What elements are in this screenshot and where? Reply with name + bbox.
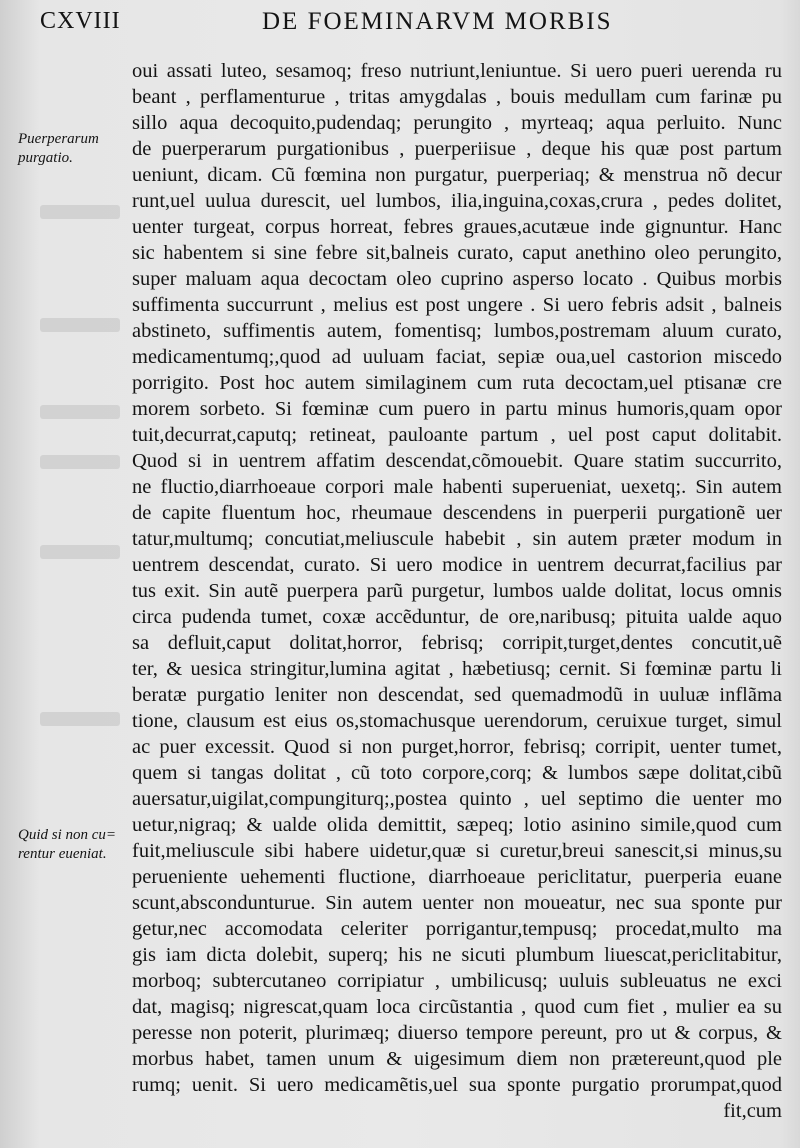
text-line: de capite fluentum hoc, rheumaue descendens in puerperii purgationẽ uer bbox=[132, 502, 782, 524]
text-line: morem sorbeto. Si fœminæ cum puero in partu minus humoris,quam opor bbox=[132, 398, 782, 420]
text-line: suffimenta succurrunt , melius est post ungere . Si uero febris adsit , balneis bbox=[132, 294, 782, 316]
text-line: scunt,abscondunturue. Sin autem uenter non moueatur, nec sua sponte pur bbox=[132, 892, 782, 914]
text-line: ueniunt, dicam. Cũ fœmina non purgatur, puerperiaq; & menstrua nõ decur bbox=[132, 164, 782, 186]
text-line: ter, & uesica stringitur,lumina agitat , hæbetiusq; cernit. Si fœminæ partu li bbox=[132, 658, 782, 680]
margin-note-line: purgatio. bbox=[18, 150, 73, 166]
bleed-through-mark bbox=[40, 545, 120, 559]
text-line: super maluam aqua decoctam oleo cuprino asperso locato . Quibus morbis bbox=[132, 268, 782, 290]
text-line: tus exit. Sin autẽ puerpera parũ purgetur, lumbos ualde dolitat, locus omnis bbox=[132, 580, 782, 602]
bleed-through-mark bbox=[40, 318, 120, 332]
text-line: beratæ purgatio leniter non descendat, sed quemadmodũ in uuluæ inflãma bbox=[132, 684, 782, 706]
margin-note-quid-si bbox=[18, 826, 128, 864]
bleed-through-mark bbox=[40, 405, 120, 419]
text-line: gis iam dicta dolebit, superq; his ne sicuti plumbum liuescat,periclitabitur, bbox=[132, 944, 782, 966]
text-line: sillo aqua decoquito,pudendaq; perungito , myrteaq; aqua perluito. Nunc bbox=[132, 112, 782, 134]
text-line: peresse non poterit, plurimæq; diuerso tempore pereunt, pro ut & corpus, & bbox=[132, 1022, 782, 1044]
text-line: ne fluctio,diarrhoeaue corpori male habenti superueniat, uexetq;. Sin autem bbox=[132, 476, 782, 498]
margin-note-line: Quid si non cu= bbox=[18, 827, 117, 843]
text-line: dat, magisq; nigrescat,quam loca circũstantia , quod cum fiet , mulier ea su bbox=[132, 996, 782, 1018]
text-line: morboq; subtercutaneo corripiatur , umbilicusq; uuluis subleuatus ne exci bbox=[132, 970, 782, 992]
text-line: fuit,meliuscule sibi habere uidetur,quæ si curetur,breui sanescit,si minus,su bbox=[132, 840, 782, 862]
bleed-through-mark bbox=[40, 712, 120, 726]
text-line: circa pudenda tumet, coxæ accẽduntur, de ore,naribusq; pituita ualde aquo bbox=[132, 606, 782, 628]
bleed-through-mark bbox=[40, 205, 120, 219]
text-line: Quod si in uentrem affatim descendat,cõmouebit. Quare statim succurrito, bbox=[132, 450, 782, 472]
bleed-through-mark bbox=[40, 455, 120, 469]
text-line: de puerperarum purgationibus , puerperiisue , deque his quæ post partum bbox=[132, 138, 782, 160]
text-line: abstineto, suffimentis autem, fomentisq; lumbos,postremam aluum curato, bbox=[132, 320, 782, 342]
page-header bbox=[0, 6, 800, 46]
body-text-column bbox=[132, 58, 782, 1124]
text-line: medicamentumq;,quod ad uuluam faciat, sepiæ oua,uel castorion miscedo bbox=[132, 346, 782, 368]
text-line: beant , perflamenturue , tritas amygdalas , bouis medullam cum farinæ pu bbox=[132, 86, 782, 108]
text-line: tatur,multumq; concutiat,meliuscule habebit , sin autem præter modum in bbox=[132, 528, 782, 550]
text-line: sic habentem si sine febre sit,balneis curato, caput anethino oleo perungito, bbox=[132, 242, 782, 264]
text-line: rumq; uenit. Si uero medicamẽtis,uel sua sponte purgatio prorumpat,quod bbox=[132, 1074, 782, 1096]
text-line: quem si tangas dolitat , cũ toto corpore,corq; & lumbos sæpe dolitat,cibũ bbox=[132, 762, 782, 784]
margin-note-puerperarum bbox=[18, 130, 128, 168]
text-line: uenter turgeat, corpus horreat, febres graues,acutæue inde gignuntur. Hanc bbox=[132, 216, 782, 238]
text-line: tuit,decurrat,caputq; retineat, pauloante partum , uel post caput dolitabit. bbox=[132, 424, 782, 446]
text-line: getur,nec accomodata celeriter porrigantur,tempusq; procedat,multo ma bbox=[132, 918, 782, 940]
text-line: tione, clausum est eius os,stomachusque uerendorum, ceruixue turget, simul bbox=[132, 710, 782, 732]
running-title: DE FOEMINARVM MORBIS bbox=[262, 8, 613, 35]
text-line: uetur,nigraq; & ualde olida demittit, sæpeq; lotio asinino simile,quod cum bbox=[132, 814, 782, 836]
text-line: oui assati luteo, sesamoq; freso nutriunt,leniuntue. Si uero pueri uerenda ru bbox=[132, 60, 782, 82]
margin-note-line: Puerperarum bbox=[18, 131, 99, 147]
text-line: porrigito. Post hoc autem similaginem cum ruta decoctam,uel ptisanæ cre bbox=[132, 372, 782, 394]
text-line: ac puer excessit. Quod si non purget,horror, febrisq; corripit, uenter tumet, bbox=[132, 736, 782, 758]
text-line: runt,uel uulua durescit, uel lumbos, ilia,inguina,coxas,crura , pedes dolitet, bbox=[132, 190, 782, 212]
folio-number: CXVIII bbox=[40, 8, 121, 34]
text-line: sa defluit,caput dolitat,horror, febrisq; corripit,turget,dentes concutit,uẽ bbox=[132, 632, 782, 654]
text-line: perueniente uehementi fluctione, diarrhoeaue periclitatur, puerperia euane bbox=[132, 866, 782, 888]
text-line: fit,cum bbox=[723, 1100, 782, 1122]
text-line: uentrem descendat, curato. Si uero modice in uentrem decurrat,facilius par bbox=[132, 554, 782, 576]
margin-note-line: rentur eueniat. bbox=[18, 846, 107, 862]
text-line: morbus habet, tamen unum & uigesimum diem non prætereunt,quod ple bbox=[132, 1048, 782, 1070]
text-line: auersatur,uigilat,compungiturq;,postea quinto , uel septimo die uenter mo bbox=[132, 788, 782, 810]
